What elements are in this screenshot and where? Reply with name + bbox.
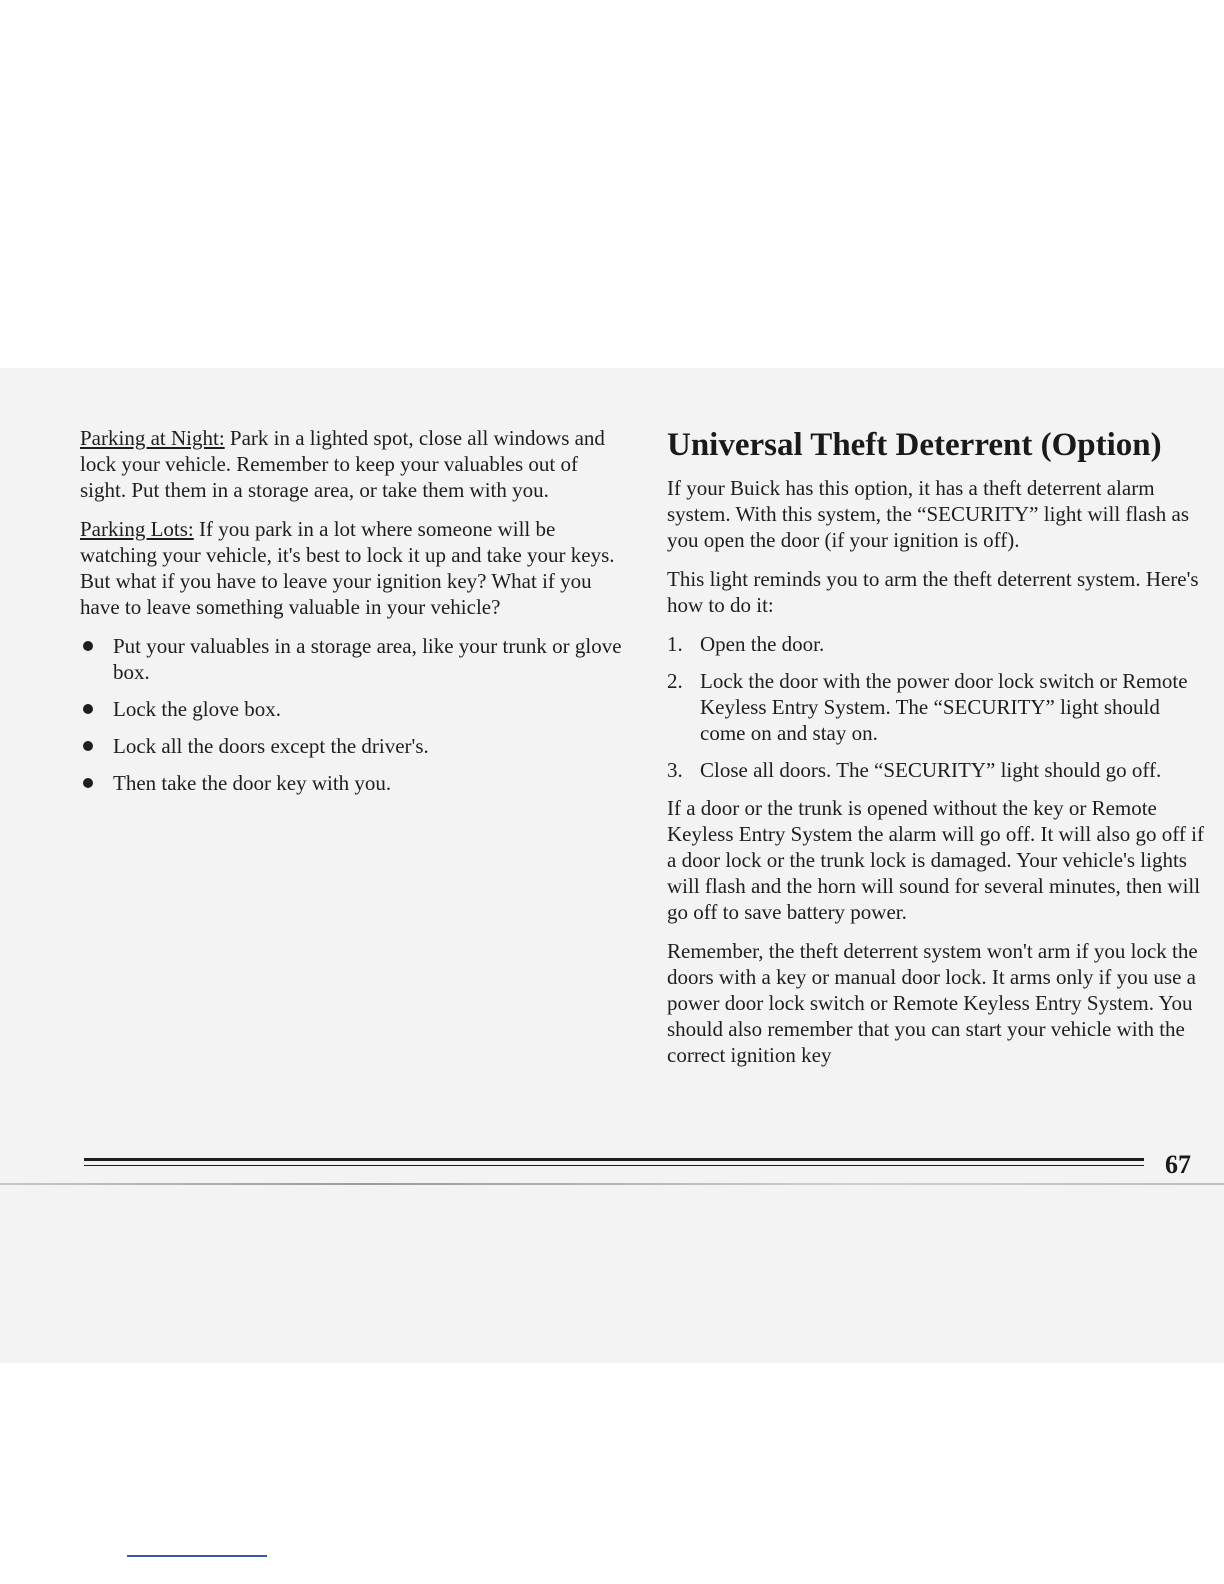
parking-at-night-text: Park in a lighted spot, close all windows and lock your vehicle. Remember to keep your valuables out of sight. Put them in a storage area, or take them with you. — [80, 426, 605, 502]
bullet-icon — [83, 778, 93, 788]
list-item — [80, 633, 625, 685]
list-item-text: Lock the glove box. — [113, 697, 281, 721]
left-column — [80, 425, 625, 807]
parking-at-night-heading: Parking at Night: — [80, 426, 225, 450]
list-item — [80, 696, 625, 722]
parking-lots-text: If you park in a lot where someone will be watching your vehicle, it's best to lock it up and take your keys. But what if you have to leave your ignition key? What if you have to leave something valuable in your vehicle? — [80, 517, 615, 619]
parking-tips-list — [80, 633, 625, 796]
step-text: Close all doors. The “SECURITY” light should go off. — [700, 758, 1162, 782]
section-title: Universal Theft Deterrent (Option) — [667, 427, 1162, 463]
list-item — [80, 770, 625, 796]
step-number: 2. — [667, 669, 683, 693]
list-item — [80, 733, 625, 759]
step-number: 3. — [667, 758, 683, 782]
parking-lots-heading: Parking Lots: — [80, 517, 194, 541]
step-item — [667, 668, 1207, 746]
bullet-icon — [83, 741, 93, 751]
footer-rule-thick — [84, 1158, 1144, 1161]
footer-mark-line — [127, 1555, 267, 1557]
step-item — [667, 757, 1207, 783]
step-item — [667, 631, 1207, 657]
step-text: Lock the door with the power door lock switch or Remote Keyless Entry System. The “SECURITY” light should come on and stay on. — [700, 669, 1188, 745]
alarm-paragraph: If a door or the trunk is opened without the key or Remote Keyless Entry System the alarm will go off. It will also go off if a door lock or the trunk lock is damaged. Your vehicle's lights will flash and the horn will sound for several minutes, then will go off to save battery power. — [667, 796, 1204, 924]
intro-paragraph: If your Buick has this option, it has a theft deterrent alarm system. With this system, the “SECURITY” light will flash as you open the door (if your ignition is off). — [667, 476, 1189, 552]
bullet-icon — [83, 704, 93, 714]
bullet-icon — [83, 641, 93, 651]
step-number: 1. — [667, 632, 683, 656]
remember-paragraph: Remember, the theft deterrent system won't arm if you lock the doors with a key or manual door lock. It arms only if you use a power door lock switch or Remote Keyless Entry System. You should also remember that you can start your vehicle with the correct ignition key — [667, 939, 1198, 1067]
parking-at-night-paragraph — [80, 425, 625, 503]
arming-steps-list — [667, 631, 1207, 783]
right-column — [667, 425, 1207, 1081]
footer-rule-thin — [84, 1165, 1144, 1166]
list-item-text: Then take the door key with you. — [113, 771, 392, 795]
page-edge-divider — [0, 1183, 1224, 1185]
list-item-text: Lock all the doors except the driver's. — [113, 734, 429, 758]
reminder-paragraph: This light reminds you to arm the theft deterrent system. Here's how to do it: — [667, 567, 1199, 617]
step-text: Open the door. — [700, 632, 825, 656]
list-item-text: Put your valuables in a storage area, like your trunk or glove box. — [113, 634, 622, 684]
parking-lots-paragraph — [80, 516, 625, 620]
page-number: 67 — [1165, 1150, 1191, 1179]
